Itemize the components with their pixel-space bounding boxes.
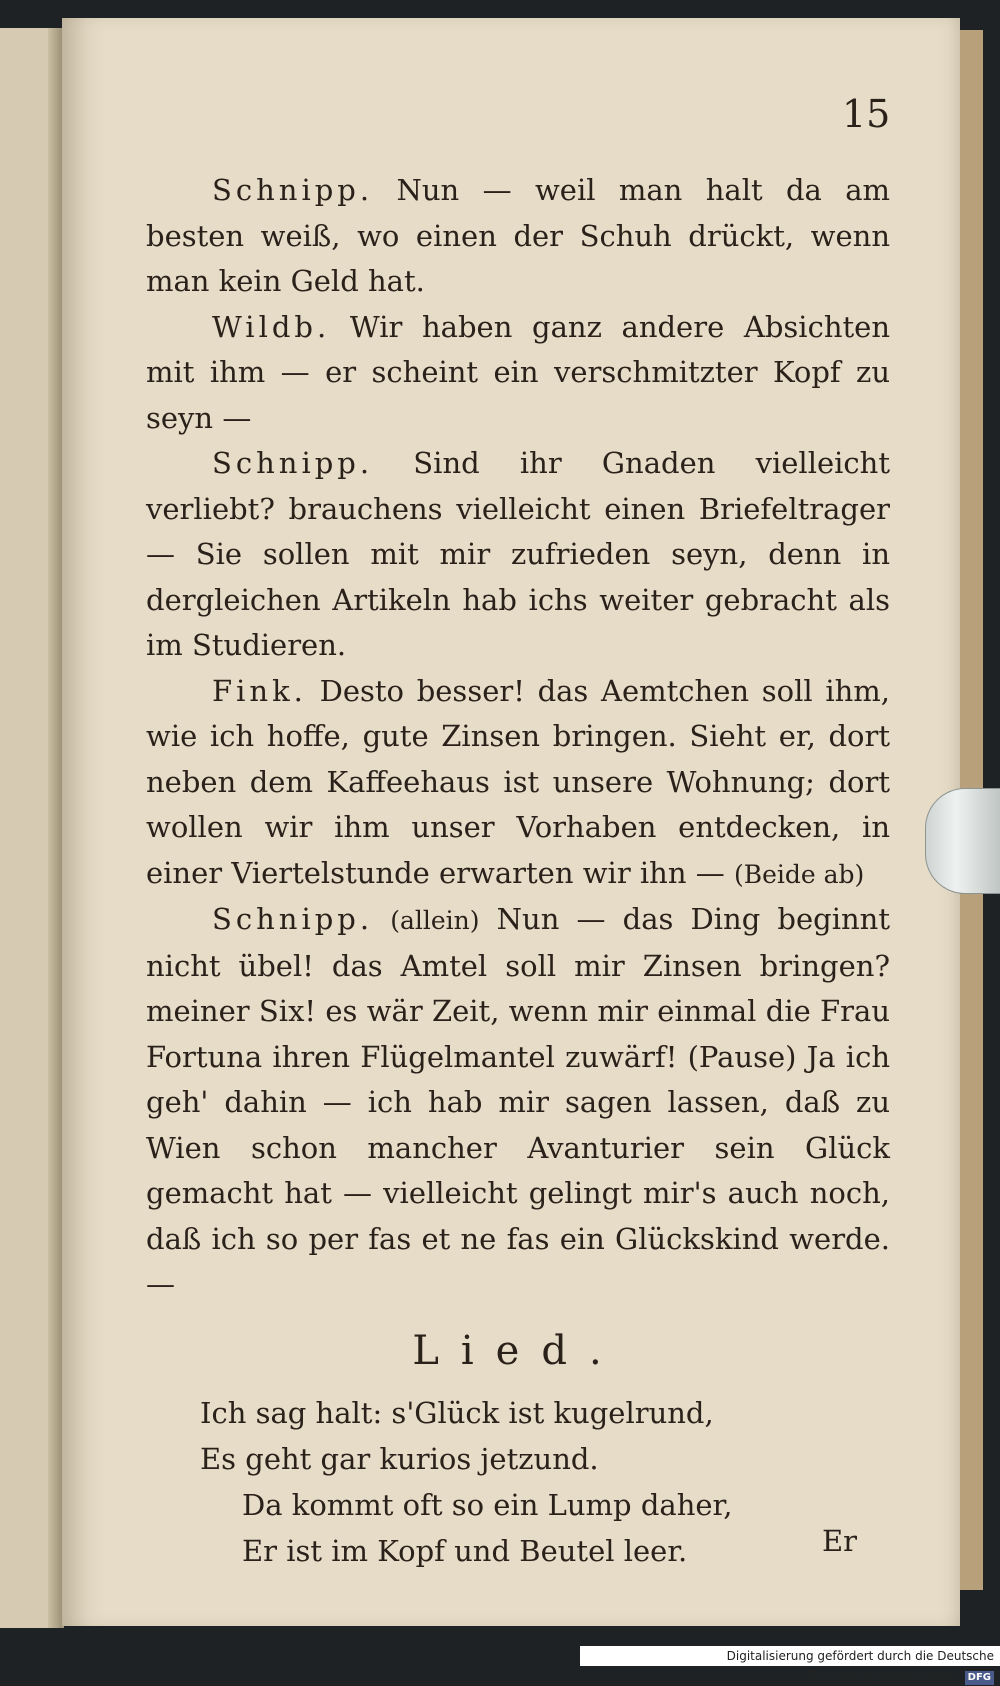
paragraph [146,305,890,442]
speaker-name: Wildb. [212,309,331,344]
page-text [146,168,890,1574]
dialogue-text: Wir haben ganz andere Absichten mit ihm — er scheint ein verschmitzter Kopf zu seyn — [146,309,890,435]
paragraph [146,441,890,669]
paragraph [146,168,890,305]
bookmark-clip [925,788,1000,894]
verse-line: Es geht gar kurios jetzund. [200,1441,599,1476]
footer-credit: Digitalisierung gefördert durch die Deutsche Forschungsgemeinschaft [726,1649,994,1683]
dfg-logo: DFG [965,1671,994,1685]
verse-line: Ich sag halt: s'Glück ist kugelrund, [200,1395,714,1430]
dialogue-text: Desto besser! das Aemtchen soll ihm, wie ich hoffe, gute Zinsen bringen. Sieht er, dort neben dem Kaffeehaus ist unsere Wohnung; dort wollen wir ihm unser Vorhaben entdecken, in einer Viertelstunde erwarten wir ihn — [146,673,891,890]
song-title: Lied. [412,1327,624,1374]
catchword: Er [822,1524,858,1558]
stage-direction: (allein) [390,906,480,935]
paragraph [146,669,890,898]
digitization-footer [580,1646,1000,1683]
paragraph [146,897,890,1308]
speaker-name: Fink. [212,673,307,708]
left-page-edge [0,28,64,1628]
stage-direction: (Beide ab) [733,859,865,889]
dialogue-text: Nun — das Ding beginnt nicht übel! das Amtel soll mir Zinsen bringen? meiner Six! es wär Zeit, wenn mir einmal die Frau Fortuna ihren Flügelmantel zuwärf! (Pause) Ja ich geh' dahin — ich hab mir sagen lassen, daß zu Wien schon mancher Avanturier sein Glück gemacht hat — vielleicht gelingt mir's auch noch, daß ich so per fas et ne fas ein Glückskind werde. — [146,902,891,1301]
speaker-name: Schnipp. [212,902,374,936]
dialogue-text: Sind ihr Gnaden vielleicht verliebt? brauchens vielleicht einen Briefeltrager — Sie sollen mit mir zufrieden seyn, denn in dergleichen Artikeln hab ichs weiter gebracht als im Studieren. [146,446,890,662]
book-gutter [48,28,62,1628]
dialogue-text: Nun — weil man halt da am besten weiß, wo einen der Schuh drückt, wenn man kein Geld hat. [146,173,891,298]
verse-line: Er ist im Kopf und Beutel leer. [242,1533,688,1568]
verse-line: Da kommt oft so ein Lump daher, [242,1487,733,1522]
speaker-name: Schnipp. [212,446,374,480]
speaker-name: Schnipp. [212,173,374,207]
page-number: 15 [842,92,891,136]
